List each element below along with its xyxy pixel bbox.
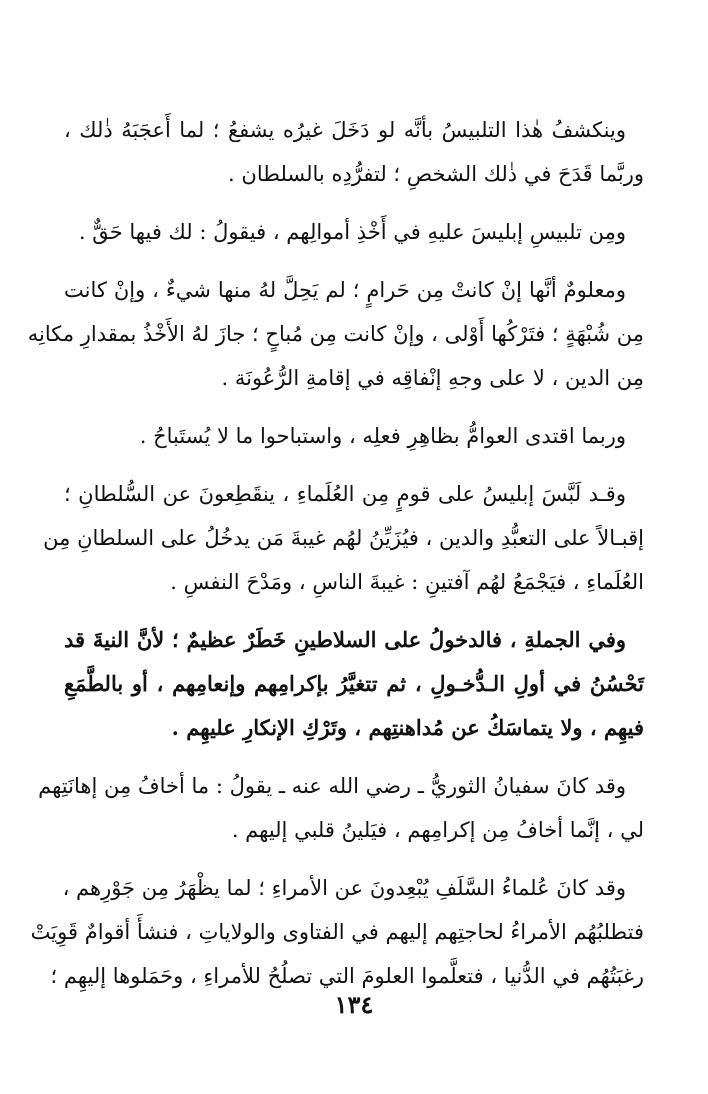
text-line: وقد كانَ سفيانُ الثوريُّ ـ رضي الله عنه ـ يقولُ : ما أخافُ مِن إهانَتِهم [38,774,626,798]
text-line: فيهِم ، ولا يتماسَكُ عن مُداهنتِهم ، وتَرْكِ الإنكارِ عليهِم . [171,715,644,740]
text-line: تَحْسُنُ في أولِ الـدُّخـولِ ، ثم تتغيَّرُ بإكرامِهم وإنعامِهم ، أو بالطَّمَعِ [64,671,644,696]
paragraph [38,764,644,852]
page-number: ١٣٤ [334,990,374,1019]
paragraph [64,618,644,750]
paragraph [64,108,644,196]
text-line: لي ، إنَّما أخافُ مِن إكرامِهم ، فيَلينُ قلبي إليهم . [231,818,644,842]
text-line: وربما اقتدى العوامُّ بظاهِرِ فعلِه ، واستباحوا ما لا يُستَباحُ . [139,424,626,448]
text-line: ومِن تلبيسِ إبليسَ عليهِ في أَخْذِ أموالِهم ، فيقولُ : لك فيها حَقٌّ . [78,220,626,244]
text-line: وقـد لَبَّسَ إبليسُ على قومٍ مِن العُلَماءِ ، ينقَطِعونَ عن السُّلطانِ ؛ [64,482,626,506]
text-line: فتطلبُهُم الأمراءُ لحاجتِهم إليهم في الفتاوى والولاياتِ ، فنشأَ أقوامٌ قَوِيَتْ [30,920,644,944]
text-line: مِن الدين ، لا على وجهِ إنْفاقِه في إقامةِ الرُّعُونَة . [221,366,644,390]
text-line: العُلَماءِ ، فيَجْمَعُ لهُم آفتينِ : غيبةَ الناسِ ، ومَدْحَ النفسِ . [170,570,644,594]
text-line: وفي الجملةِ ، فالدخولُ على السلاطينِ خَطَرٌ عظيمٌ ؛ لأنَّ النيةَ قد [64,627,626,652]
paragraph [64,210,644,254]
paragraph [27,268,644,400]
text-line: مِن شُبْهَةٍ ؛ فتَرْكُها أَوْلى ، وإنْ كانت مِن مُباحٍ ؛ جازَ لهُ الأَخْذُ بمقدارِ مكانِه [27,322,644,346]
text-line: رغبَتُهُم في الدُّنيا ، فتعلَّموا العلومَ التي تصلُحُ للأمراءِ ، وحَمَلوها إليهِم ؛ [50,964,644,988]
paragraph [43,472,644,604]
text-line: وقد كانَ عُلماءُ السَّلَفِ يُبْعِدونَ عن الأمراءِ ؛ لما يظْهَرُ مِن جَوْرِهم ، [62,876,626,900]
paragraph [64,414,644,458]
text-line: إقبـالاً على التعبُّدِ والدين ، فيُزَيِّنُ لهُم غيبةَ مَن يدخُلُ على السلطانِ مِن [43,526,644,550]
paragraph [30,866,644,998]
text-line: وينكشفُ هٰذا التلبيسُ بأنَّه لو دَخَلَ غيرُه يشفعُ ؛ لما أَعجَبَهُ ذٰلك ، [64,118,626,142]
text-line: ومعلومٌ أنَّها إنْ كانتْ مِن حَرامٍ ؛ لم يَحِلَّ لهُ منها شيءٌ ، وإنْ كانت [64,278,626,302]
page-body [27,108,644,1012]
text-line: وربَّما قَدَحَ في ذٰلك الشخصِ ؛ لتفرُّدِه بالسلطان . [228,162,644,186]
